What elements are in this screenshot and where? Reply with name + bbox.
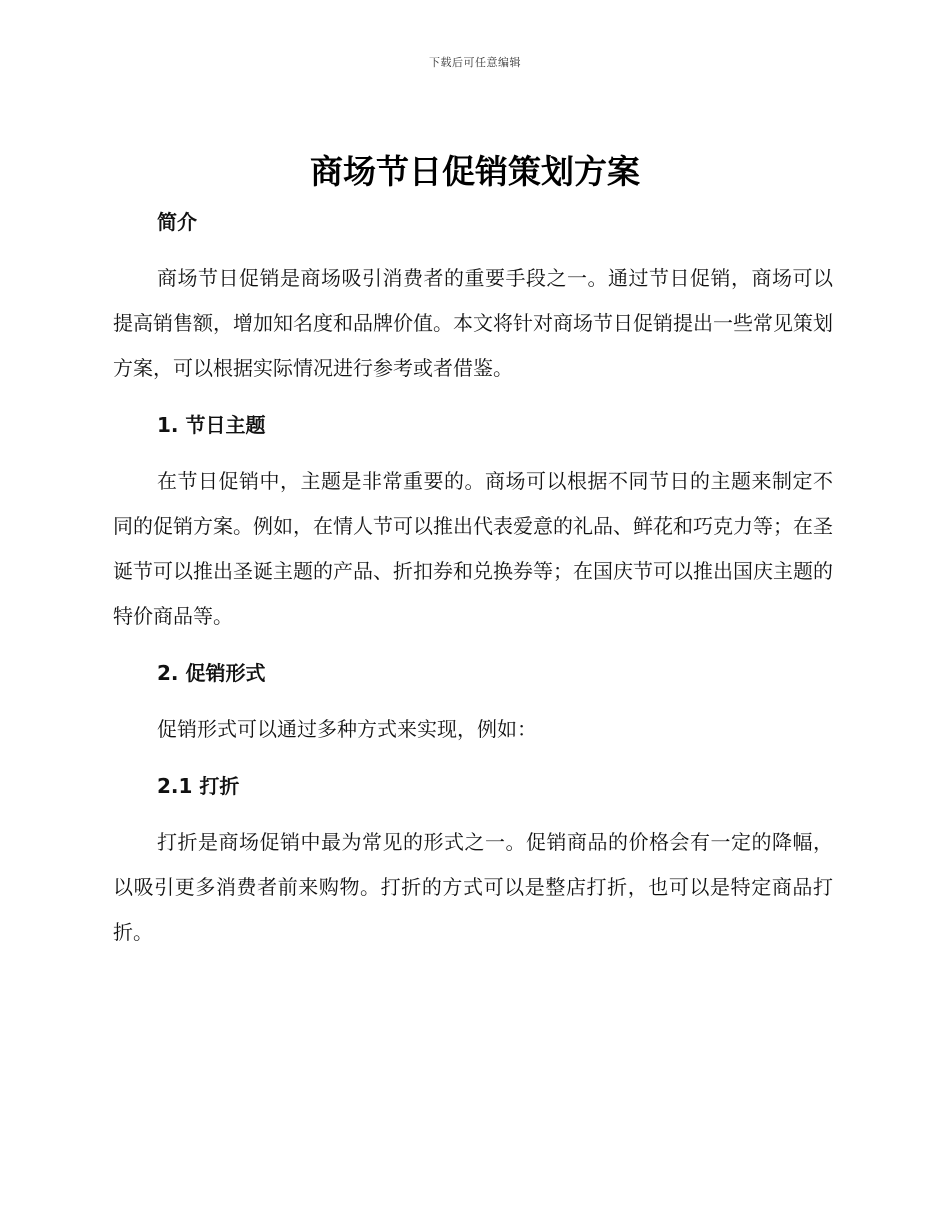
section-paragraph-discount: 打折是商场促销中最为常见的形式之一。促销商品的价格会有一定的降幅，以吸引更多消费者前来购物。打折的方式可以是整店打折，也可以是特定商品打折。 xyxy=(113,830,833,944)
section-heading-intro: 简介 xyxy=(157,210,197,234)
section-heading-discount: 2.1 打折 xyxy=(157,774,240,798)
header-note: 下载后可任意编辑 xyxy=(429,56,521,69)
document-title: 商场节日促销策划方案 xyxy=(310,152,640,191)
section-paragraph-festival-theme: 在节日促销中，主题是非常重要的。商场可以根据不同节日的主题来制定不同的促销方案。例如，在情人节可以推出代表爱意的礼品、鲜花和巧克力等；在圣诞节可以推出圣诞主题的产品、折扣券和兑换券等；在国庆节可以推出国庆主题的特价商品等。 xyxy=(113,469,833,628)
document-body xyxy=(113,200,833,955)
section-paragraph-promotion-forms: 促销形式可以通过多种方式来实现，例如： xyxy=(157,717,537,741)
section-paragraph-intro: 商场节日促销是商场吸引消费者的重要手段之一。通过节日促销，商场可以提高销售额，增加知名度和品牌价值。本文将针对商场节日促销提出一些常见策划方案，可以根据实际情况进行参考或者借鉴。 xyxy=(113,266,833,380)
section-heading-festival-theme: 1. 节日主题 xyxy=(157,413,266,437)
section-heading-promotion-forms: 2. 促销形式 xyxy=(157,661,266,685)
